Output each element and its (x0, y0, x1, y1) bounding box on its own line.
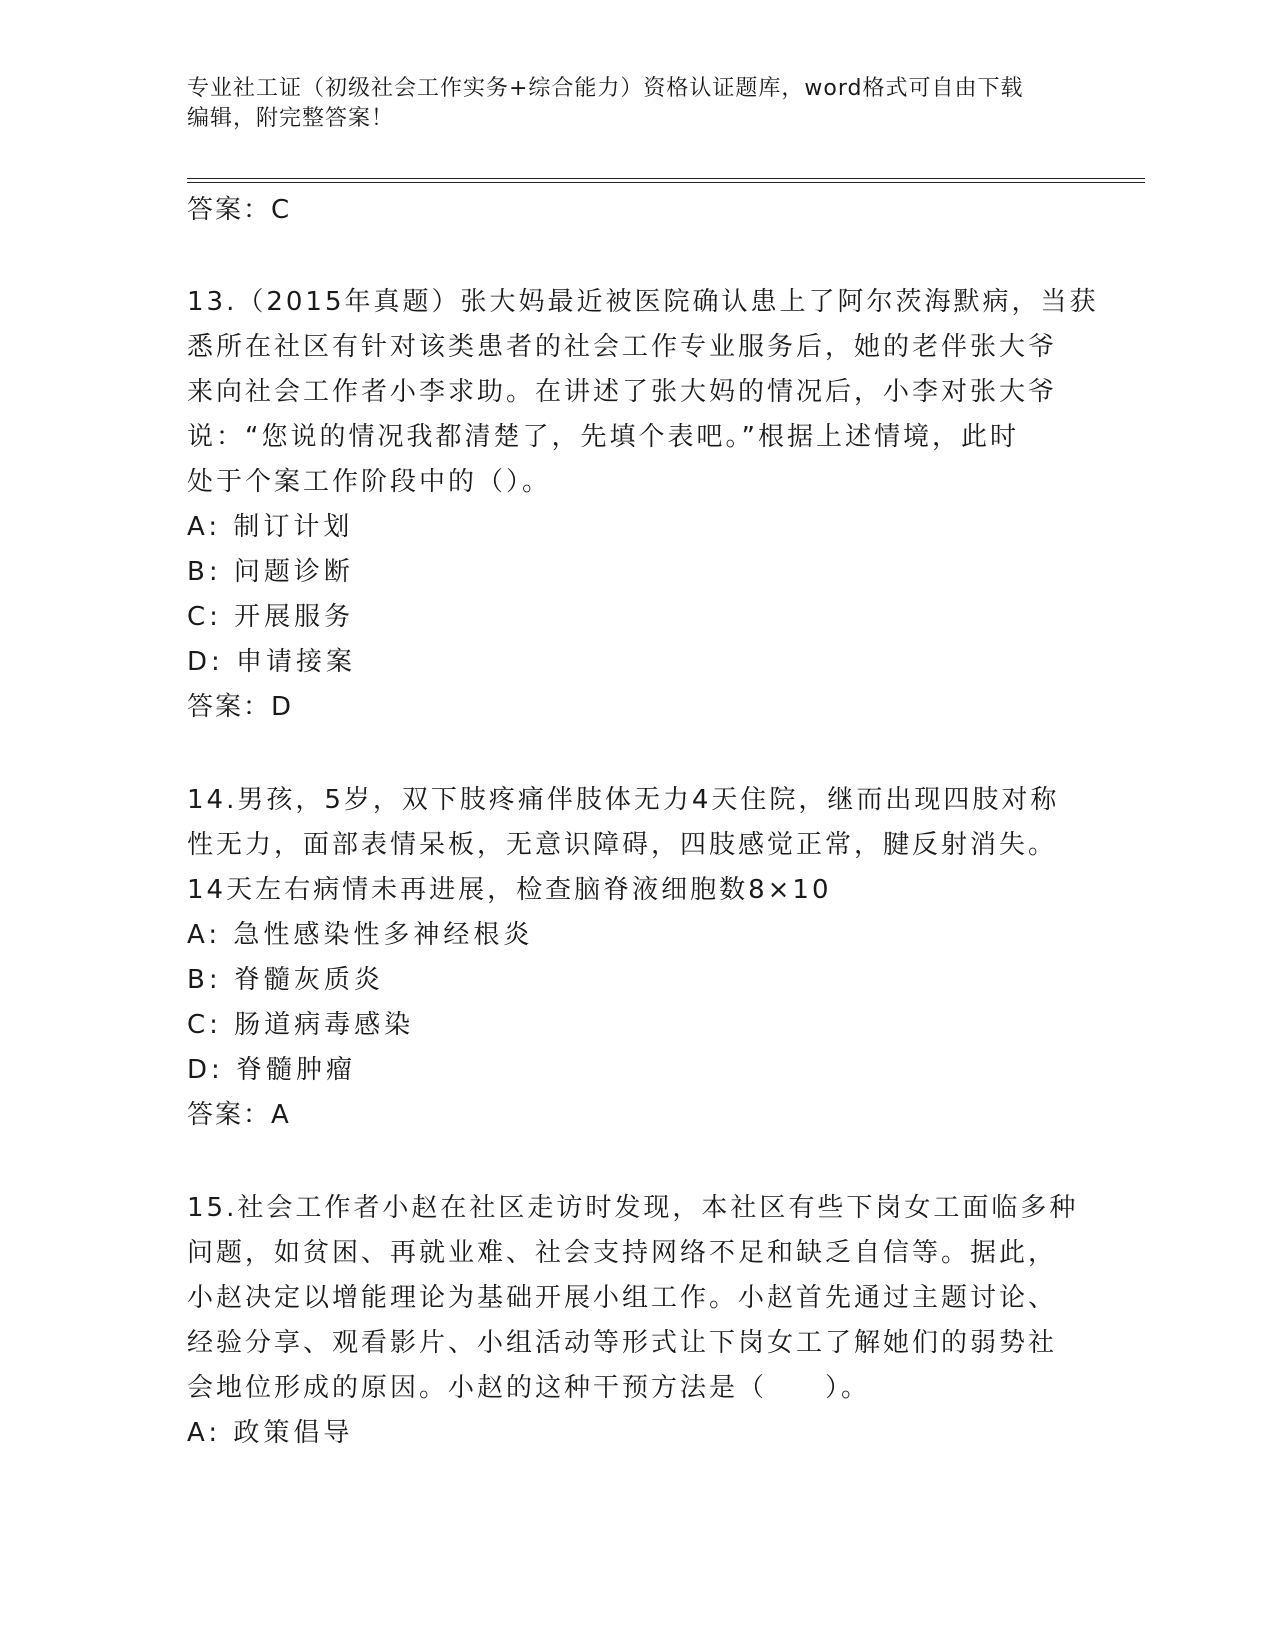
option-b: B: 脊髓灰质炎 (187, 965, 384, 995)
question-text-line: 问题，如贫困、再就业难、社会支持网络不足和缺乏自信等。据此， (187, 1238, 1058, 1268)
question-text-line: 会地位形成的原因。小赵的这种干预方法是（ ）。 (187, 1373, 871, 1403)
header-divider (187, 178, 1145, 183)
header-line-2: 编辑，附完整答案！ (187, 106, 395, 131)
question-text-line: 14天左右病情未再进展，检查脑脊液细胞数8×10 (187, 875, 832, 905)
question-text-line: 经验分享、观看影片、小组活动等形式让下岗女工了解她们的弱势社 (187, 1328, 1058, 1358)
answer-line: 答案：A (187, 1100, 291, 1130)
answer-line: 答案：D (187, 692, 294, 722)
option-a: A: 制订计划 (187, 512, 354, 542)
question-text-line: 悉所在社区有针对该类患者的社会工作专业服务后，她的老伴张大爷 (187, 332, 1058, 362)
question-text-line: 小赵决定以增能理论为基础开展小组工作。小赵首先通过主题讨论、 (187, 1283, 1058, 1313)
question-text-line: 来向社会工作者小李求助。在讲述了张大妈的情况后，小李对张大爷 (187, 377, 1058, 407)
option-d: D: 申请接案 (187, 647, 357, 677)
header-line-1: 专业社工证（初级社会工作实务+综合能力）资格认证题库，word格式可自由下载 (187, 76, 1024, 101)
previous-answer: 答案：C (187, 195, 292, 225)
question-text-line: 性无力，面部表情呆板，无意识障碍，四肢感觉正常，腱反射消失。 (187, 830, 1058, 860)
question-15 (187, 1186, 1107, 1456)
option-d: D: 脊髓肿瘤 (187, 1055, 357, 1085)
option-b: B: 问题诊断 (187, 557, 354, 587)
option-a: A: 急性感染性多神经根炎 (187, 920, 534, 950)
question-13 (187, 280, 1107, 730)
question-text-line: 说：“您说的情况我都清楚了，先填个表吧。”根据上述情境，此时 (187, 422, 1019, 452)
question-text-line: 15.社会工作者小赵在社区走访时发现，本社区有些下岗女工面临多种 (187, 1193, 1079, 1223)
option-a: A: 政策倡导 (187, 1418, 354, 1448)
question-text-line: 处于个案工作阶段中的（）。 (187, 467, 552, 497)
option-c: C: 肠道病毒感染 (187, 1010, 415, 1040)
question-text-line: 14.男孩，5岁，双下肢疼痛伴肢体无力4天住院，继而出现四肢对称 (187, 785, 1060, 815)
option-c: C: 开展服务 (187, 602, 355, 632)
question-text-line: 13.（2015年真题）张大妈最近被医院确认患上了阿尔茨海默病，当获 (187, 287, 1099, 317)
question-14 (187, 778, 1107, 1138)
page-header (187, 74, 1087, 134)
